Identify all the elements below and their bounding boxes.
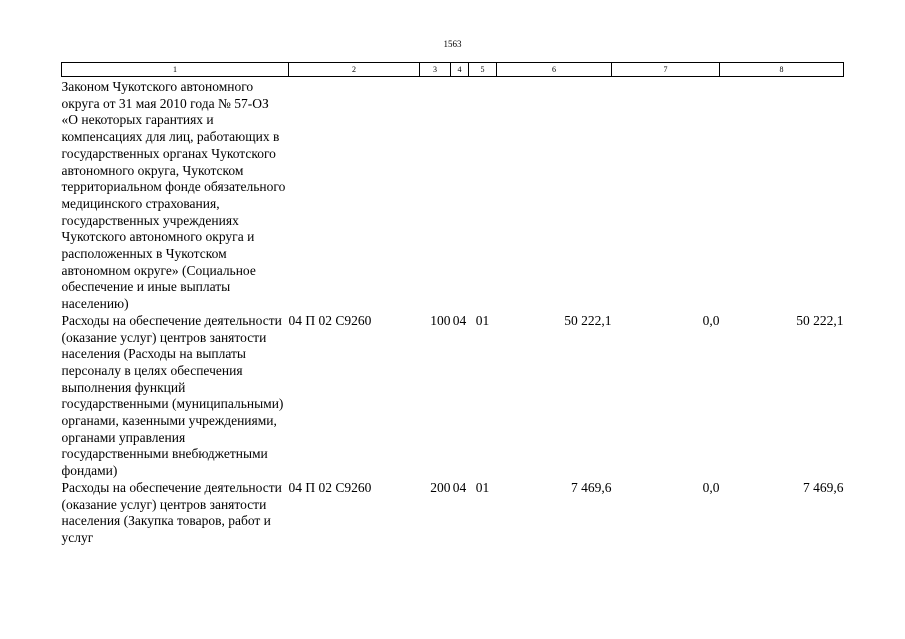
row-amount-col8 — [720, 77, 844, 313]
row-amount-col6: 50 222,1 — [564, 312, 612, 328]
row-section: 04 — [452, 479, 467, 495]
table-row — [62, 313, 844, 480]
row-amount-col8: 7 469,6 — [803, 479, 844, 495]
header-col-3: 3 — [420, 63, 451, 77]
table-header-row — [62, 63, 844, 77]
row-section — [451, 77, 469, 313]
row-target-article: 04 П 02 С9260 — [288, 312, 372, 328]
row-name: Законом Чукотского автономного округа от 31 мая 2010 года № 57-ОЗ «О некоторых гарантиях и компенсациях для лиц, работающих в государственных органах Чукотского автономного округа, Чукотском территориальном фонде обязательного медицинского страхования, государственных учреждениях Чукотского автономного округа и расположенных в Чукотском автономном округе» (Социальное обеспечение и иные выплаты населению) — [61, 79, 286, 312]
table-row — [62, 480, 844, 547]
row-section: 04 — [452, 312, 467, 328]
header-col-5: 5 — [469, 63, 497, 77]
row-expense-type — [420, 77, 451, 313]
header-col-1: 1 — [62, 63, 289, 77]
row-subsection: 01 — [475, 312, 490, 328]
table-row — [62, 77, 844, 313]
row-amount-col7: 0,0 — [702, 312, 720, 328]
row-amount-col6: 7 469,6 — [571, 479, 612, 495]
row-subsection: 01 — [475, 479, 490, 495]
header-col-6: 6 — [497, 63, 612, 77]
header-col-8: 8 — [720, 63, 844, 77]
row-expense-type: 200 — [430, 479, 451, 495]
page-number: 1563 — [443, 39, 462, 49]
row-name: Расходы на обеспечение деятельности (оказание услуг) центров занятости населения (Закупка товаров, работ и услуг — [61, 479, 282, 545]
row-amount-col7: 0,0 — [702, 479, 720, 495]
header-col-4: 4 — [451, 63, 469, 77]
row-name: Расходы на обеспечение деятельности (оказание услуг) центров занятости населения (Расходы на выплаты персоналу в целях обеспечения выполнения функций государственными (муниципальными) органами, казенными учреждениями, органами управления государственными внебюджетными фондами) — [61, 312, 284, 479]
row-amount-col7 — [612, 77, 720, 313]
row-subsection — [469, 77, 497, 313]
row-expense-type: 100 — [430, 312, 451, 328]
row-amount-col8: 50 222,1 — [796, 312, 844, 328]
budget-table — [61, 62, 844, 547]
header-col-2: 2 — [289, 63, 420, 77]
row-target-article — [289, 77, 420, 313]
row-target-article: 04 П 02 С9260 — [288, 479, 372, 495]
header-col-7: 7 — [612, 63, 720, 77]
row-amount-col6 — [497, 77, 612, 313]
